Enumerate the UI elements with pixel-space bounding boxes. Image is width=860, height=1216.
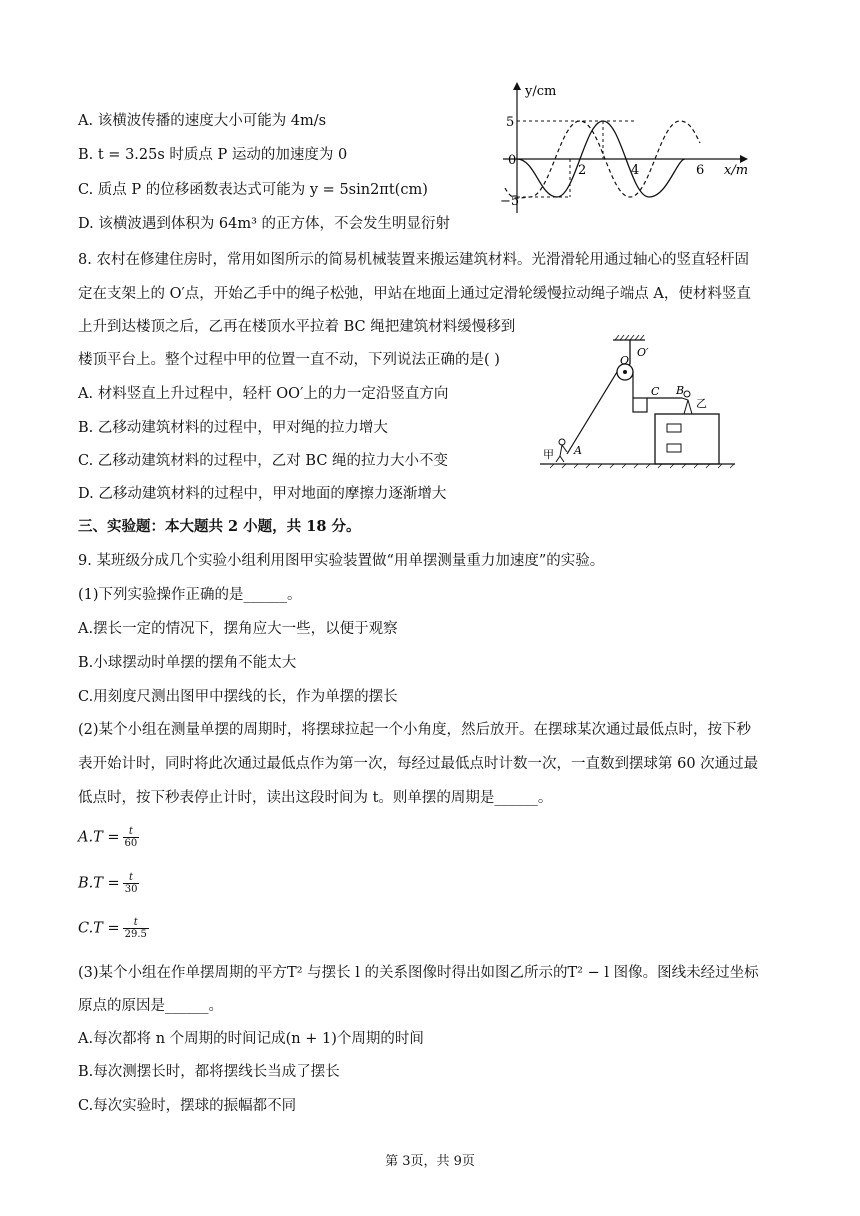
fraction-denominator: 60 bbox=[124, 838, 138, 849]
q8-line-1: 8. 农村在修建住房时，常用如图所示的简易机械装置来搬运建筑材料。光滑滑轮用通过轴心的竖直轻杆固 bbox=[78, 252, 749, 268]
wave-y-label: y/cm bbox=[525, 84, 557, 99]
fraction bbox=[123, 826, 140, 849]
q8-line-3: 上升到达楼顶之后，乙再在楼顶水平拉着 BC 绳把建筑材料缓慢移到 bbox=[78, 319, 516, 335]
q9-part2-line-3: 低点时，按下秒表停止计时，读出这段时间为 t。则单摆的周期是______。 bbox=[78, 790, 553, 806]
wave-xtick-4: 4 bbox=[631, 163, 640, 178]
q9-part1-option-a: A.摆长一定的情况下，摆角应大一些，以便于观察 bbox=[78, 621, 398, 637]
q8-line-2: 定在支架上的 O′点，开始乙手中的绳子松弛，甲站在地面上通过定滑轮缓慢拉动绳子端点 A，使材料竖直 bbox=[78, 286, 751, 302]
q7-option-c: C. 质点 P 的位移函数表达式可能为 y = 5sin2πt(cm) bbox=[78, 182, 428, 198]
q7-option-b: B. t = 3.25s 时质点 P 运动的加速度为 0 bbox=[78, 147, 348, 163]
q9-part3-option-c: C.每次实验时，摆球的振幅都不同 bbox=[78, 1098, 297, 1114]
label-o: O bbox=[620, 354, 630, 367]
label-b: B bbox=[676, 384, 685, 397]
label-o-prime: O′ bbox=[637, 346, 649, 359]
option-label: A.T = bbox=[78, 829, 120, 846]
label-jia: 甲 bbox=[543, 448, 554, 461]
fraction-denominator: 29.5 bbox=[124, 929, 147, 940]
wave-xtick-2: 2 bbox=[578, 163, 587, 178]
fraction-numerator: t bbox=[123, 872, 140, 884]
q9-part2-option-b bbox=[78, 872, 139, 895]
wave-x-label: x/m bbox=[724, 163, 749, 178]
label-c: C bbox=[651, 385, 660, 398]
q9-part3-line-1: (3)某个小组在作单摆周期的平方T² 与摆长 l 的关系图像时得出如图乙所示的T² − l 图像。图线未经过坐标 bbox=[78, 965, 759, 981]
label-yi: 乙 bbox=[696, 397, 707, 410]
wave-xtick-6: 6 bbox=[696, 163, 705, 178]
q9-part3-line-2: 原点的原因是______。 bbox=[78, 998, 223, 1014]
wave-ytick-neg5: −5 bbox=[500, 194, 520, 209]
q9-part1-option-b: B.小球摆动时单摆的摆角不能太大 bbox=[78, 655, 297, 671]
q9-part2-option-c bbox=[78, 917, 149, 940]
q8-option-b: B. 乙移动建筑材料的过程中，甲对绳的拉力增大 bbox=[78, 420, 388, 436]
fraction-numerator: t bbox=[123, 917, 149, 929]
wave-origin: 0 bbox=[508, 153, 517, 168]
q9-part1: (1)下列实验操作正确的是______。 bbox=[78, 587, 302, 603]
q7-option-a: A. 该横波传播的速度大小可能为 4m/s bbox=[78, 113, 327, 129]
fraction bbox=[123, 872, 140, 895]
pulley-figure bbox=[540, 334, 740, 474]
fraction bbox=[123, 917, 149, 940]
q9-part2-line-1: (2)某个小组在测量单摆的周期时，将摆球拉起一个小角度，然后放开。在摆球某次通过最低点时，按下秒 bbox=[78, 722, 752, 738]
q8-option-c: C. 乙移动建筑材料的过程中，乙对 BC 绳的拉力大小不变 bbox=[78, 453, 449, 469]
label-a: A bbox=[574, 444, 582, 457]
fraction-denominator: 30 bbox=[124, 884, 138, 895]
q8-option-a: A. 材料竖直上升过程中，轻杆 OO′上的力一定沿竖直方向 bbox=[78, 386, 449, 402]
fraction-numerator: t bbox=[123, 826, 140, 838]
q9-part3-option-a: A.每次都将 n 个周期的时间记成(n + 1)个周期的时间 bbox=[78, 1031, 424, 1047]
q8-line-4: 楼顶平台上。整个过程中甲的位置一直不动，下列说法正确的是( ) bbox=[78, 352, 500, 368]
wave-ytick-5: 5 bbox=[506, 115, 515, 130]
q9-part2-line-2: 表开始计时，同时将此次通过最低点作为第一次，每经过最低点时计数一次，一直数到摆球第 60 次通过最 bbox=[78, 756, 759, 772]
q7-option-d: D. 该横波遇到体积为 64m³ 的正方体，不会发生明显衍射 bbox=[78, 216, 451, 232]
q9-intro: 9. 某班级分成几个实验小组利用图甲实验装置做“用单摆测量重力加速度”的实验。 bbox=[78, 553, 605, 569]
wave-graph bbox=[495, 78, 765, 218]
page-footer: 第 3页，共 9页 bbox=[385, 1154, 475, 1169]
q8-option-d: D. 乙移动建筑材料的过程中，甲对地面的摩擦力逐渐增大 bbox=[78, 486, 447, 502]
q9-part3-option-b: B.每次测摆长时，都将摆线长当成了摆长 bbox=[78, 1064, 340, 1080]
option-label: C.T = bbox=[78, 920, 120, 937]
q9-part2-option-a bbox=[78, 826, 139, 849]
option-label: B.T = bbox=[78, 875, 120, 892]
section-3-heading: 三、实验题：本大题共 2 小题，共 18 分。 bbox=[78, 518, 361, 535]
q9-part1-option-c: C.用刻度尺测出图甲中摆线的长，作为单摆的摆长 bbox=[78, 689, 398, 705]
